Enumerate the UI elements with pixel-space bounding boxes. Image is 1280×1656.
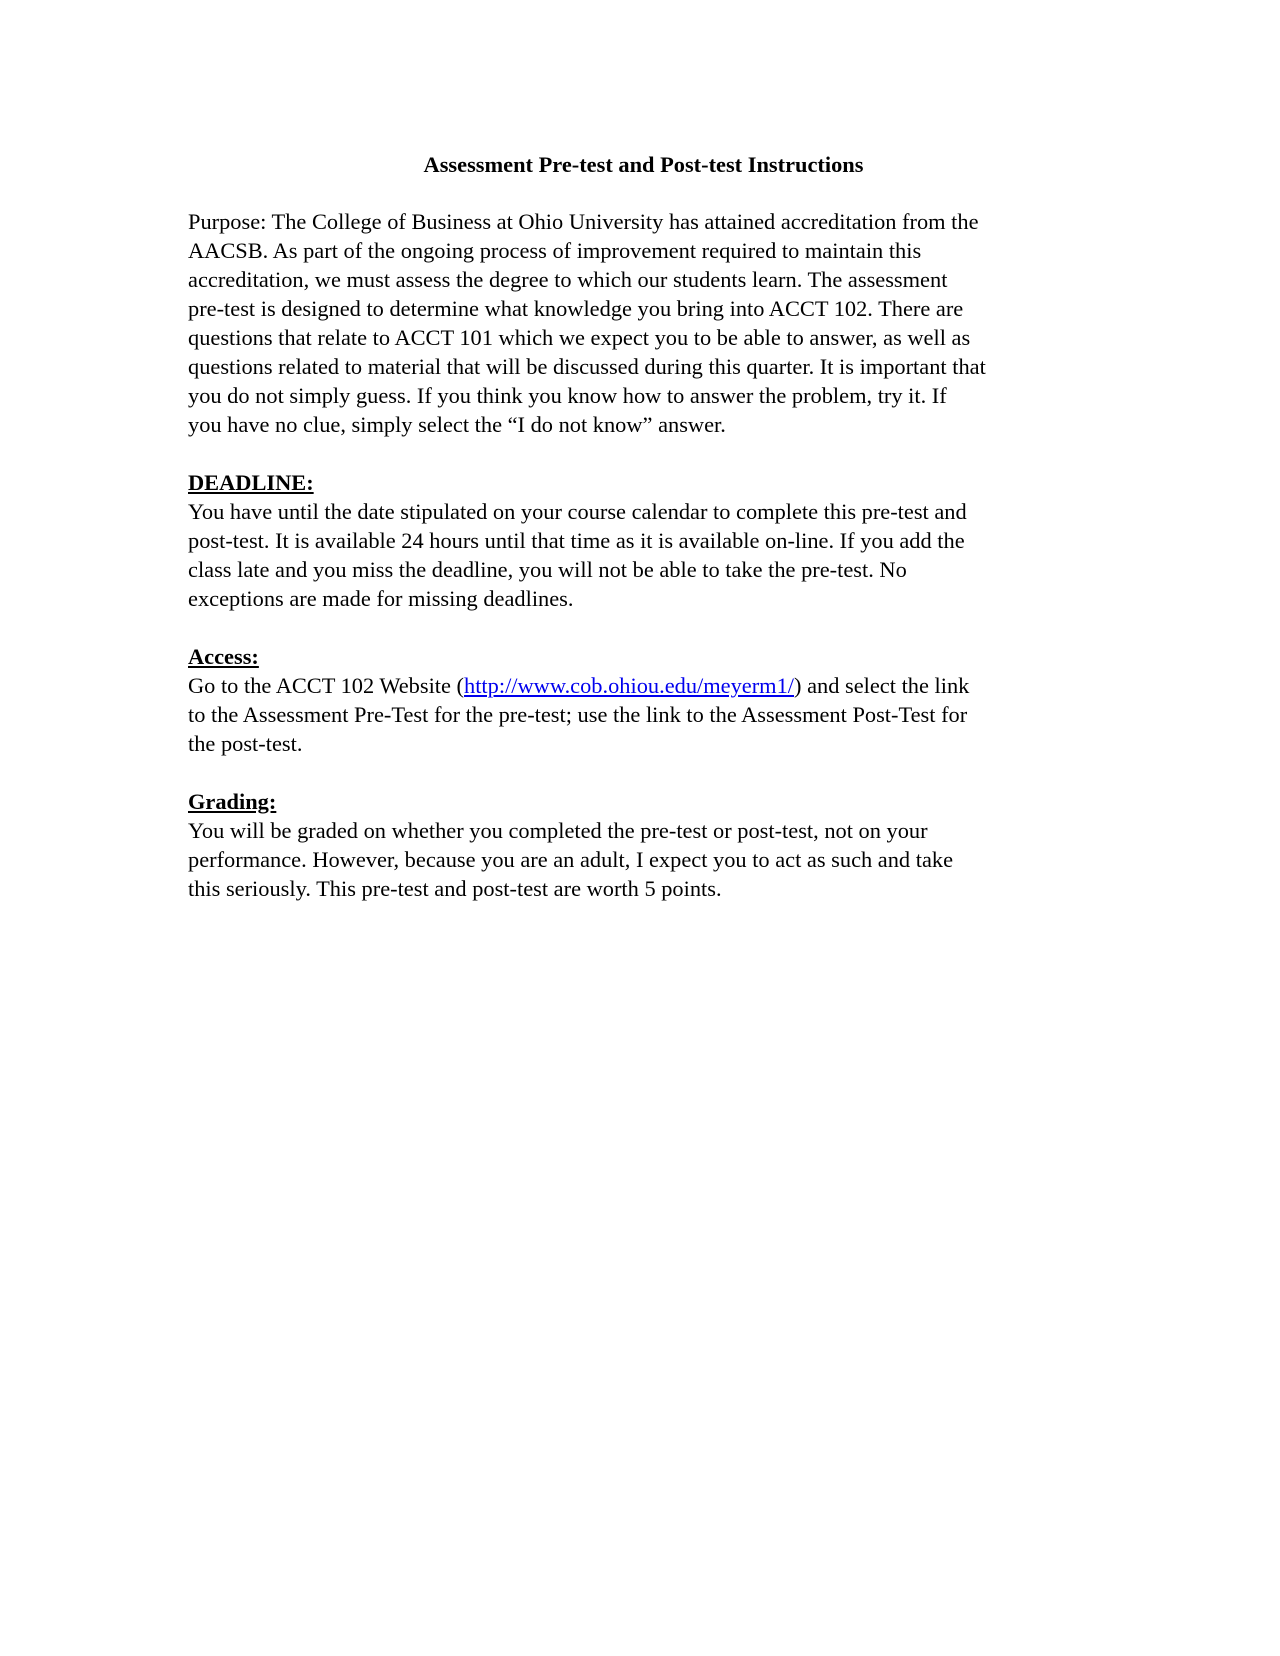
access-heading: Access: [188,644,259,669]
paragraph-line: accreditation, we must assess the degree to which our students learn. The assessment [188,267,948,292]
paragraph-line: you have no clue, simply select the “I do not know” answer. [188,412,726,437]
paragraph-line: pre-test is designed to determine what knowledge you bring into ACCT 102. There are [188,296,964,321]
paragraph-line: You will be graded on whether you completed the pre-test or post-test, not on your [188,818,928,843]
deadline-heading: DEADLINE: [188,470,314,495]
paragraph-line [188,671,1093,700]
paragraph-line: the post-test. [188,731,303,756]
deadline-section [188,468,1093,613]
paragraph-line: You have until the date stipulated on your course calendar to complete this pre-test and [188,499,967,524]
paragraph-line: post-test. It is available 24 hours until that time as it is available on-line. If you add the [188,528,965,553]
access-text-before-link: Go to the ACCT 102 Website ( [188,673,465,698]
paragraph-line: this seriously. This pre-test and post-test are worth 5 points. [188,876,722,901]
paragraph-line: performance. However, because you are an adult, I expect you to act as such and take [188,847,954,872]
paragraph-line: to the Assessment Pre-Test for the pre-test; use the link to the Assessment Post-Test for [188,702,968,727]
document-body [188,150,1093,932]
paragraph-line: Purpose: The College of Business at Ohio University has attained accreditation from the [188,209,979,234]
access-text-after-link: ) and select the link [794,673,970,698]
paragraph-line: you do not simply guess. If you think you know how to answer the problem, try it. If [188,383,947,408]
document-title: Assessment Pre-test and Post-test Instructions [423,152,864,177]
paragraph-line: AACSB. As part of the ongoing process of improvement required to maintain this [188,238,922,263]
acct-102-website-link[interactable]: http://www.cob.ohiou.edu/meyerm1/ [464,673,795,698]
paragraph-line: questions that relate to ACCT 101 which we expect you to be able to answer, as well as [188,325,971,350]
grading-section [188,787,1093,903]
access-section [188,642,1093,758]
purpose-paragraph [188,207,1093,439]
paragraph-line: exceptions are made for missing deadlines. [188,586,574,611]
paragraph-line: questions related to material that will be discussed during this quarter. It is important that [188,354,986,379]
grading-heading: Grading: [188,789,277,814]
paragraph-line: class late and you miss the deadline, you will not be able to take the pre-test. No [188,557,907,582]
